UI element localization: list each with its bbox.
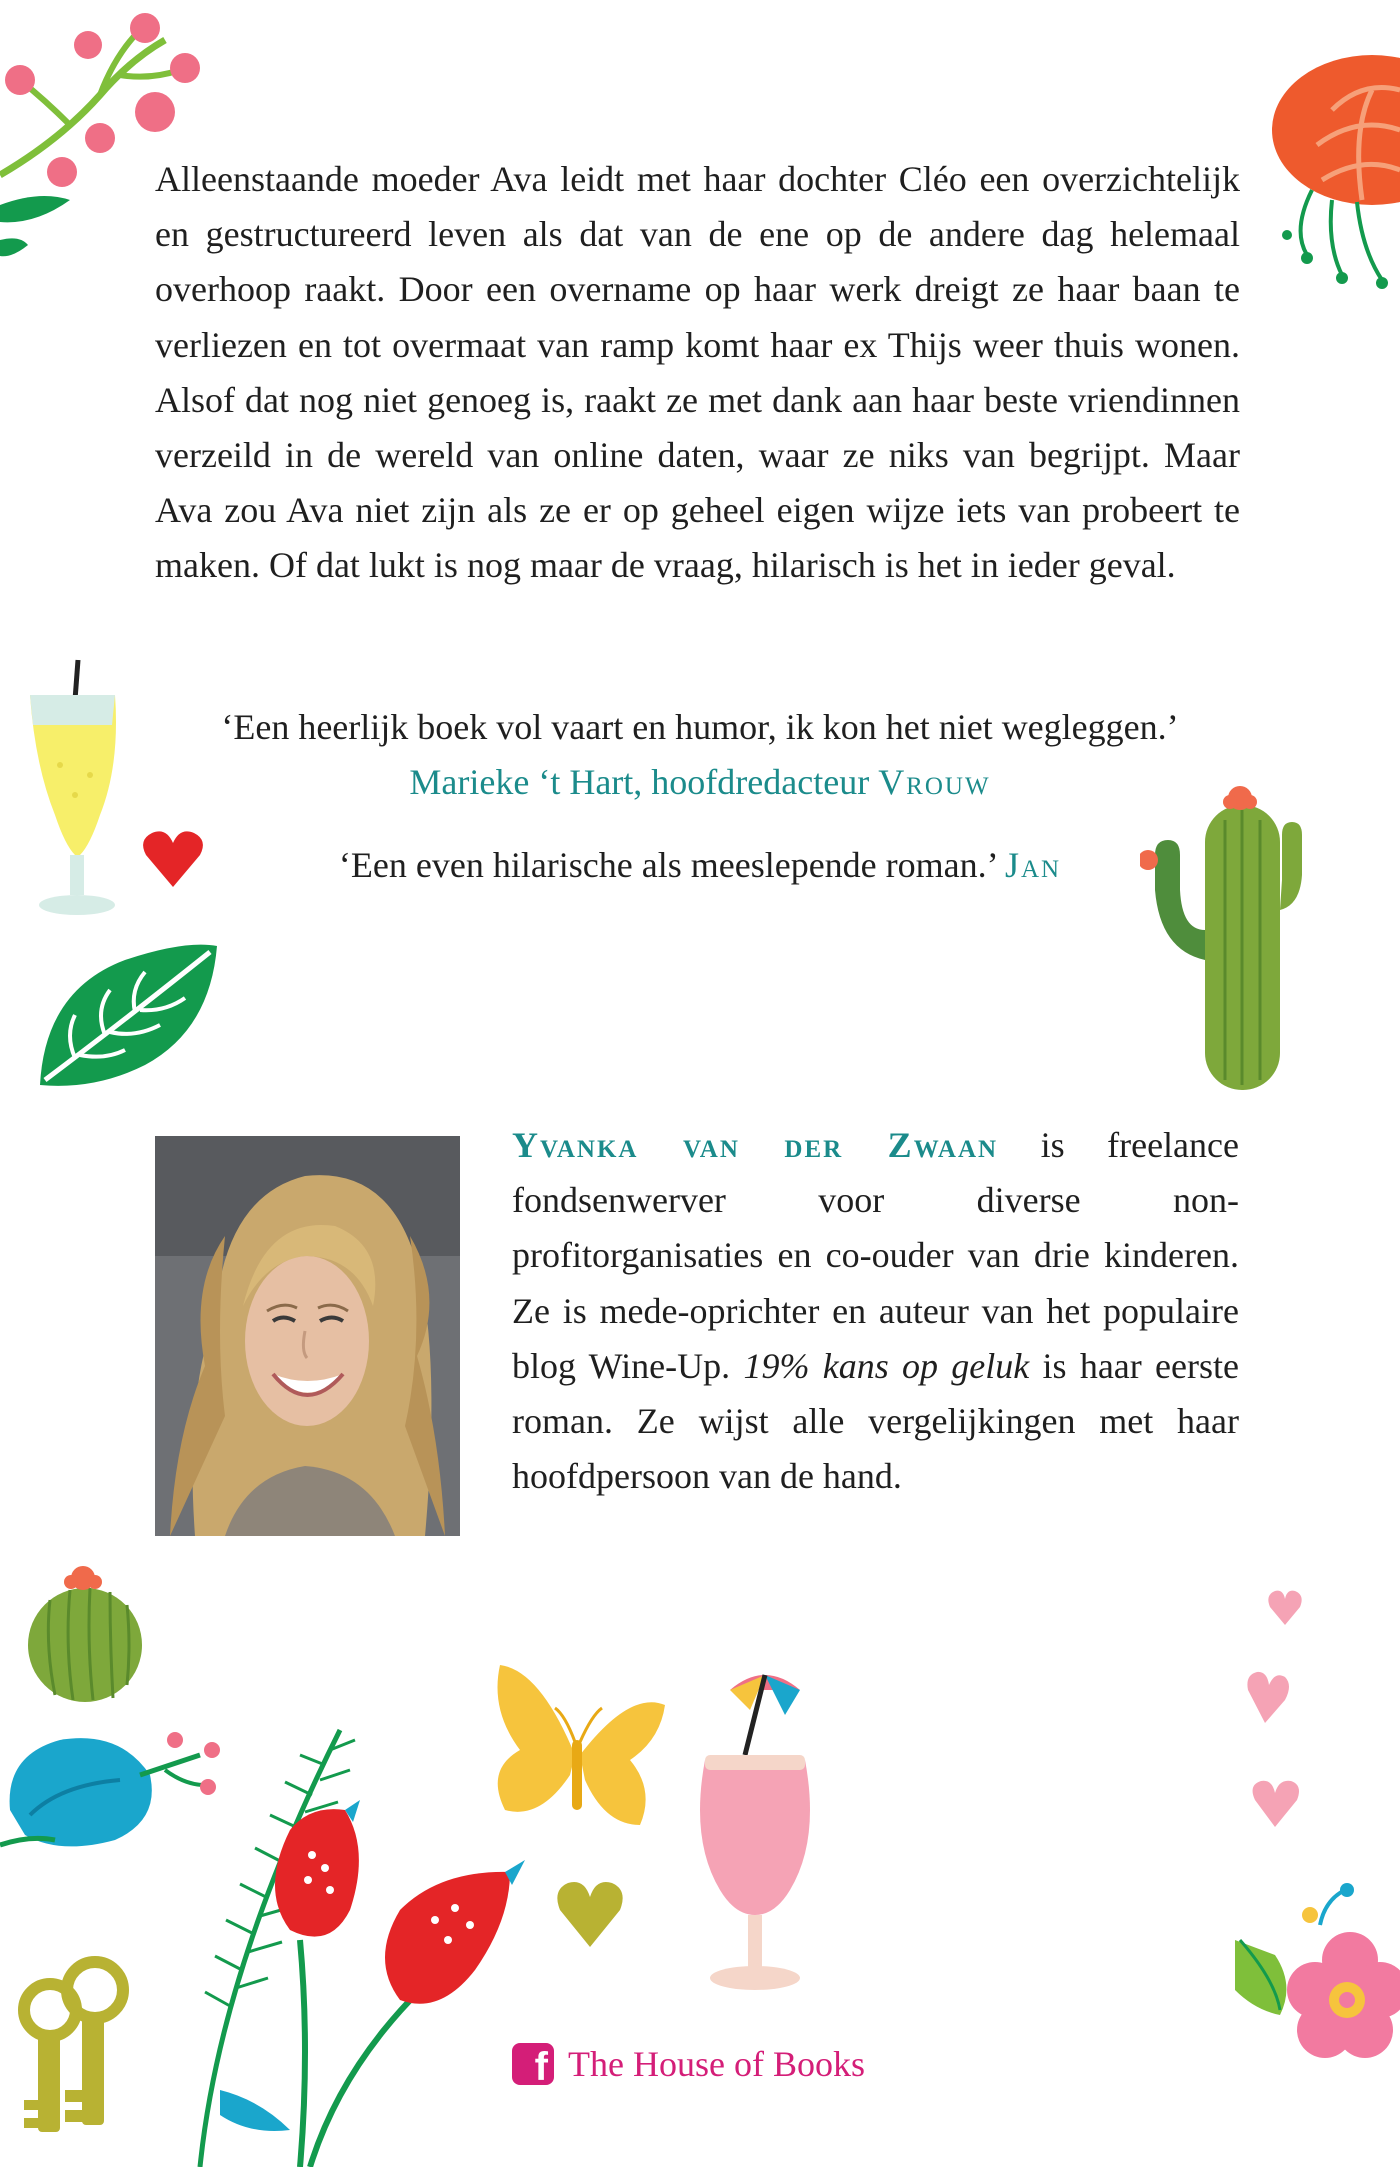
- red-tulips-icon: [220, 1800, 540, 2167]
- leaf-icon: [35, 940, 220, 1090]
- cocktail-glass-icon: [20, 655, 140, 925]
- review-attribution-1: [150, 755, 1250, 810]
- pink-flower-icon: [1235, 1880, 1400, 2080]
- review-quote-2-text: ‘Een even hilarische als meeslepende roman.’: [338, 845, 996, 885]
- author-bio: [512, 1118, 1239, 1504]
- book-title: 19% kans op geluk: [743, 1345, 1030, 1386]
- author-bio-text-2: is haar eerste roman. Ze wijst alle vergelijkingen met haar hoofdpersoon van de hand.: [512, 1345, 1239, 1497]
- review-quotes: [150, 700, 1250, 893]
- publisher-label: The House of Books: [568, 2044, 865, 2084]
- orange-flower-icon: [1262, 30, 1400, 300]
- book-blurb: Alleenstaande moeder Ava leidt met haar dochter Cléo een overzichtelijk en gestructureerd leven als dat van de ene op de andere dag helemaal overhoop raakt. Door een overname op haar werk dreigt ze haar baan te verliezen en tot overmaat van ramp komt haar ex Thijs weer thuis wonen. Alsof dat nog niet genoeg is, raakt ze met dank aan haar beste vriendinnen verzeild in de wereld van online daten, waar ze niks van begrijpt. Maar Ava zou Ava niet zijn als ze er op geheel eigen wijze iets van probeert te maken. Of dat lukt is nog maar de vraag, hilarisch is het in ieder geval.: [155, 159, 1240, 586]
- review-quote-2: [150, 838, 1250, 893]
- publisher-facebook-link[interactable]: [512, 2040, 865, 2088]
- review-source-2: Jan: [1004, 845, 1062, 885]
- author-bio-text-1: is freelance fondsenwerver voor diverse non-profitorganisaties en co-ouder van drie kinderen. Ze is mede-oprichter en auteur van het populaire blog Wine-Up.: [512, 1125, 1239, 1386]
- olive-heart-icon: [552, 1875, 627, 1950]
- keys-icon: [10, 1950, 140, 2150]
- facebook-icon: f: [512, 2043, 554, 2085]
- author-name: Yvanka van der Zwaan: [512, 1125, 999, 1165]
- pink-hearts-icon: [1245, 1585, 1320, 1835]
- butterfly-icon: [480, 1660, 670, 1845]
- round-cactus-icon: [25, 1560, 150, 1705]
- review-quote-1: ‘Een heerlijk boek vol vaart en humor, ik kon het niet wegleggen.’: [221, 707, 1179, 747]
- pink-cocktail-icon: [670, 1660, 840, 2005]
- author-photo: [155, 1136, 460, 1536]
- review-attribution-name: Marieke ‘t Hart, hoofdredacteur: [409, 762, 870, 802]
- review-source-1: Vrouw: [878, 762, 991, 802]
